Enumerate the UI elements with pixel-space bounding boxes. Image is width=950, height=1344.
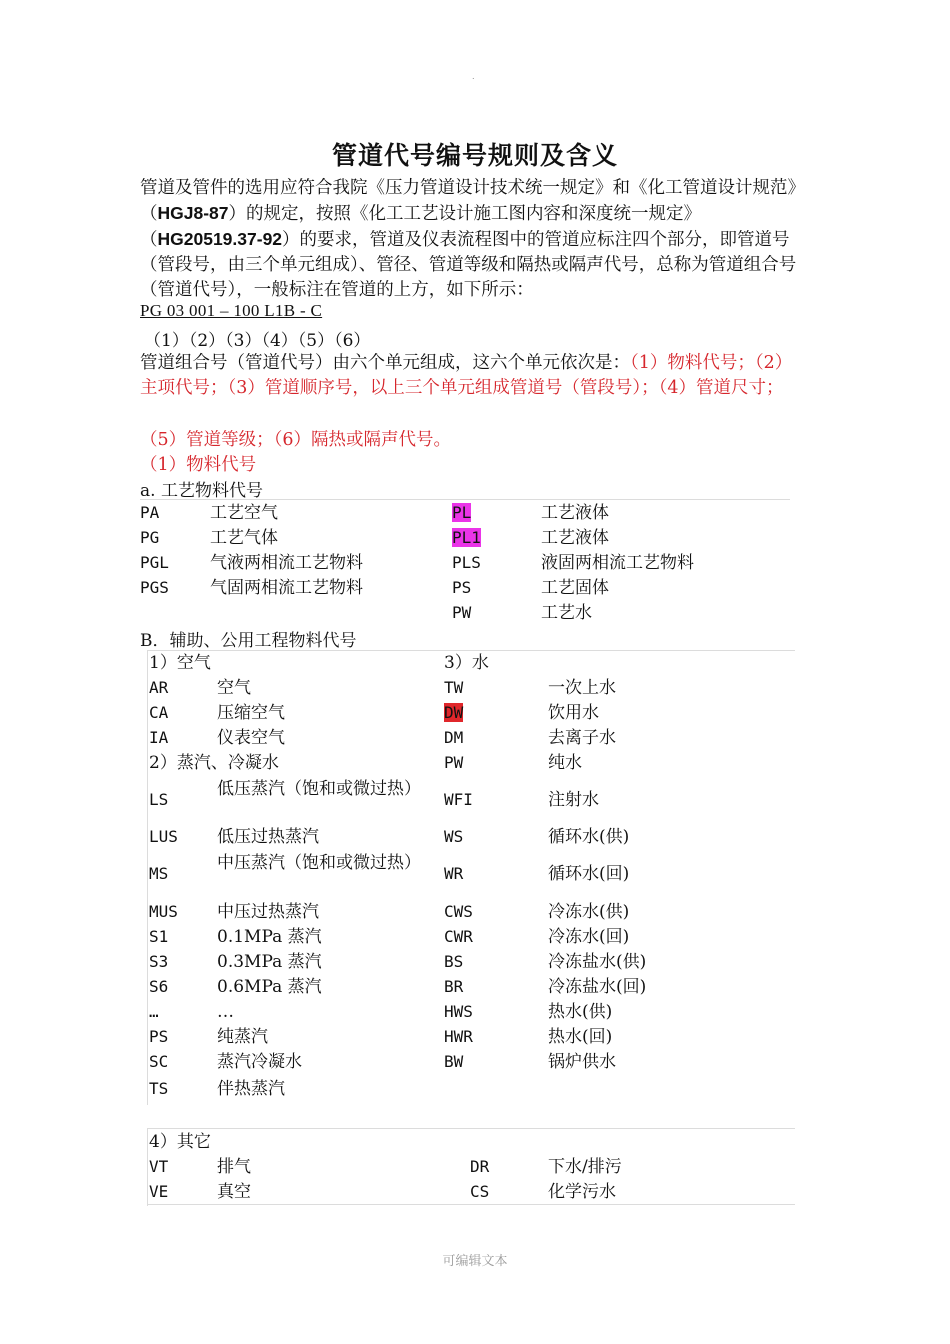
utility-name [217, 851, 421, 875]
utility-code-text: S3 [149, 952, 169, 971]
utility-code-text: MS [149, 864, 169, 883]
utility-name-text: 纯水 [548, 753, 582, 773]
utility-code-text: HWS [444, 1002, 473, 1021]
utility-name-text: 0.3MPa 蒸汽 [217, 952, 322, 972]
utility-code-text: CWS [444, 902, 473, 921]
utility-code [149, 1156, 168, 1178]
utility-name [548, 789, 599, 811]
utility-name [548, 727, 616, 749]
material-code [140, 552, 169, 574]
utility-name-text: 冷冻水(供) [548, 902, 630, 922]
utility-name-text: 中压过热蒸汽 [217, 902, 319, 922]
utility-code-text: TW [444, 678, 464, 697]
material-name-text: 液固两相流工艺物料 [541, 553, 694, 573]
utility-name [217, 702, 285, 724]
utility-code [470, 1181, 489, 1203]
material-code [452, 552, 481, 574]
utility-name [217, 1078, 285, 1100]
material-code-text: PA [140, 503, 160, 522]
utility-name [548, 976, 646, 998]
utility-name-text: 伴热蒸汽 [217, 1079, 285, 1099]
utility-code-text: IA [149, 728, 169, 747]
utility-code [149, 1078, 168, 1100]
utility-code-text: VT [149, 1157, 169, 1176]
group-title-steam [149, 752, 279, 774]
utility-code [444, 752, 463, 774]
utility-code [149, 789, 168, 811]
utility-name-text: 低压蒸汽（饱和或微过热） [217, 779, 421, 799]
material-code-heading: （1）物料代号 [140, 455, 257, 475]
table-c-bottom-border [147, 1204, 795, 1205]
utility-code-text: DR [470, 1157, 490, 1176]
utility-code-text: WR [444, 864, 464, 883]
material-name [210, 527, 278, 549]
utility-name-text: 去离子水 [548, 728, 616, 748]
utility-code-text: DW [444, 703, 464, 722]
utility-code-text: DM [444, 728, 464, 747]
utility-code [149, 951, 168, 973]
utility-code-text: VE [149, 1182, 169, 1201]
utility-code-text: WS [444, 827, 464, 846]
utility-name-text: 锅炉供水 [548, 1052, 616, 1072]
utility-name-text: 冷冻盐水(回) [548, 977, 647, 997]
material-name [541, 577, 609, 599]
group-title-other-text: 4）其它 [149, 1132, 211, 1152]
material-name-text: 工艺水 [541, 603, 592, 623]
material-code-text: PL1 [452, 528, 481, 547]
utility-name [217, 901, 319, 923]
utility-name [548, 951, 646, 973]
utility-code-text: S6 [149, 977, 169, 996]
standard-code-1: HGJ8-87 [157, 203, 229, 223]
utility-code [149, 901, 178, 923]
table-b-top-border [147, 650, 795, 651]
utility-code [444, 789, 473, 811]
utility-name [548, 1051, 616, 1073]
group-title-steam-text: 2）蒸汽、冷凝水 [149, 753, 279, 773]
units-description-continued: （5）管道等级；（6）隔热或隔声代号。 [140, 430, 452, 450]
utility-code [444, 702, 463, 724]
utility-code-text: LS [149, 790, 169, 809]
header-mark: . [472, 72, 475, 81]
utility-name [217, 727, 285, 749]
intro-text-2: ）的规定，按照《化工工艺设计施工图内容和深度统一规定》（ [140, 204, 702, 250]
material-name-text: 工艺液体 [541, 503, 609, 523]
group-title-water [444, 652, 489, 674]
utility-name [217, 1156, 251, 1178]
utility-code-text: … [149, 1002, 159, 1021]
utility-code [444, 926, 473, 948]
material-name [541, 602, 592, 624]
utility-code [444, 1026, 473, 1048]
utility-code [149, 1181, 168, 1203]
material-name-text: 气固两相流工艺物料 [210, 578, 363, 598]
utility-code-text: CS [470, 1182, 490, 1201]
utility-code [444, 951, 463, 973]
utility-name-text: 冷冻水(回) [548, 927, 630, 947]
utility-code [444, 677, 463, 699]
utility-name-text: 空气 [217, 678, 251, 698]
material-name-text: 工艺液体 [541, 528, 609, 548]
material-code-text: PW [452, 603, 472, 622]
utility-name-text: 仪表空气 [217, 728, 285, 748]
utility-name-text: 中压蒸汽（饱和或微过热） [217, 853, 421, 873]
utility-code [444, 826, 463, 848]
material-name [210, 552, 363, 574]
intro-paragraph [140, 176, 800, 303]
utility-name [548, 926, 629, 948]
utility-name [548, 752, 582, 774]
example-pipe-code: PG 03 001 – 100 L1B - C [140, 301, 323, 320]
utility-code [444, 727, 463, 749]
page-title: 管道代号编号规则及含义 [331, 141, 618, 170]
utility-name-text: 压缩空气 [217, 703, 285, 723]
utility-name [548, 1156, 622, 1178]
utility-code-text: AR [149, 678, 169, 697]
material-code-text: PS [452, 578, 472, 597]
utility-name-text: 化学污水 [548, 1182, 616, 1202]
utility-name [548, 863, 629, 885]
material-code [140, 502, 159, 524]
utility-name-text: 排气 [217, 1157, 251, 1177]
units-description [140, 351, 805, 401]
utility-code [149, 677, 168, 699]
utility-name [548, 677, 616, 699]
material-code-text: PL [452, 503, 472, 522]
utility-code-text: HWR [444, 1027, 473, 1046]
material-name-text: 工艺气体 [210, 528, 278, 548]
units-description-intro: 管道组合号（管道代号）由六个单元组成，这六个单元依次是： [140, 353, 630, 373]
utility-name-text: 注射水 [548, 790, 599, 810]
utility-code [470, 1156, 489, 1178]
utility-name-text: 0.6MPa 蒸汽 [217, 977, 322, 997]
material-code [140, 527, 159, 549]
group-title-air-text: 1）空气 [149, 653, 211, 673]
utility-code [149, 926, 168, 948]
utility-name [217, 826, 319, 848]
utility-name [217, 1051, 302, 1073]
footer-note: 可编辑文本 [442, 1254, 508, 1269]
utility-name-text: 0.1MPa 蒸汽 [217, 927, 322, 947]
utility-name [217, 777, 421, 801]
utility-name-text: 冷冻盐水(供) [548, 952, 647, 972]
utility-name [548, 826, 629, 848]
material-code-text: PGL [140, 553, 169, 572]
utility-code [149, 1026, 168, 1048]
utility-material-heading: B．辅助、公用工程物料代号 [140, 631, 357, 651]
material-code [452, 577, 471, 599]
utility-code-text: PW [444, 753, 464, 772]
utility-code [444, 1001, 473, 1023]
table-b-left-border [147, 650, 148, 1105]
material-name [210, 577, 363, 599]
material-name [541, 552, 694, 574]
utility-name [548, 1181, 616, 1203]
utility-name [217, 1026, 268, 1048]
utility-code-text: WFI [444, 790, 473, 809]
utility-code-text: TS [149, 1079, 169, 1098]
utility-code [444, 1051, 463, 1073]
utility-code-text: CWR [444, 927, 473, 946]
material-code [452, 602, 471, 624]
utility-code-text: CA [149, 703, 169, 722]
material-code [452, 527, 481, 549]
utility-code [444, 976, 463, 998]
material-code-text: PG [140, 528, 160, 547]
utility-code [149, 976, 168, 998]
utility-code [149, 826, 178, 848]
utility-name-text: 热水(供) [548, 1002, 613, 1022]
utility-name-text: 循环水(回) [548, 864, 630, 884]
utility-code [149, 1051, 168, 1073]
utility-code-text: PS [149, 1027, 169, 1046]
utility-name-text: 热水(回) [548, 1027, 613, 1047]
utility-name-text: 纯蒸汽 [217, 1027, 268, 1047]
intro-text-3: ）的要求，管道及仪表流程图中的管道应标注四个部分，即管道号（管段号，由三个单元组成）、管径、管道等级和隔热或隔声代号，总称为管道组合号（管道代号），一般标注在管道的上方，如下所示： [140, 230, 797, 300]
material-name [210, 502, 278, 524]
intro-text-1: 管道及管件的选用应符合我院《压力管道设计技术统一规定》和《化工管道设计规范》（ [140, 178, 797, 224]
utility-code-text: SC [149, 1052, 169, 1071]
utility-name-text: 一次上水 [548, 678, 616, 698]
utility-name-text: … [217, 1002, 234, 1022]
table-a-top-border [140, 499, 790, 500]
material-name-text: 气液两相流工艺物料 [210, 553, 363, 573]
material-name-text: 工艺固体 [541, 578, 609, 598]
material-name-text: 工艺空气 [210, 503, 278, 523]
utility-name-text: 饮用水 [548, 703, 599, 723]
utility-name [217, 926, 322, 948]
utility-name [217, 677, 251, 699]
group-title-air [149, 652, 211, 674]
utility-code-text: S1 [149, 927, 169, 946]
utility-code [444, 863, 463, 885]
material-name [541, 527, 609, 549]
utility-name [217, 1001, 234, 1023]
utility-name [548, 702, 599, 724]
unit-numbers: （1）（2）（3）（4）（5）（6） [144, 331, 371, 351]
utility-name [548, 1026, 612, 1048]
material-code-text: PGS [140, 578, 169, 597]
utility-name [548, 901, 629, 923]
utility-code [444, 901, 473, 923]
group-title-water-text: 3）水 [444, 653, 489, 673]
group-title-other [149, 1131, 211, 1153]
utility-code [149, 727, 168, 749]
units-description-list: （1）物料代号；（2）主项代号；（3）管道顺序号，以上三个单元组成管道号（管段号）；（4）管道尺寸； [140, 353, 793, 398]
utility-name-text: 循环水(供) [548, 827, 630, 847]
process-material-heading: a. 工艺物料代号 [140, 481, 263, 501]
utility-name [217, 951, 322, 973]
utility-name-text: 真空 [217, 1182, 251, 1202]
utility-name-text: 蒸汽冷凝水 [217, 1052, 302, 1072]
utility-code-text: LUS [149, 827, 178, 846]
utility-name [217, 1181, 251, 1203]
utility-name [548, 1001, 612, 1023]
standard-code-2: HG20519.37-92 [157, 229, 283, 249]
utility-code-text: BS [444, 952, 464, 971]
utility-code-text: MUS [149, 902, 178, 921]
material-code-text: PLS [452, 553, 481, 572]
utility-code [149, 863, 168, 885]
utility-name-text: 下水/排污 [548, 1157, 622, 1177]
utility-name-text: 低压过热蒸汽 [217, 827, 319, 847]
utility-code-text: BW [444, 1052, 464, 1071]
utility-code [149, 1001, 159, 1023]
utility-code-text: BR [444, 977, 464, 996]
utility-code [149, 702, 168, 724]
utility-name [217, 976, 322, 998]
table-c-top-border [147, 1128, 795, 1129]
material-code [452, 502, 471, 524]
material-code [140, 577, 169, 599]
table-c-left-border [147, 1128, 148, 1206]
material-name [541, 502, 609, 524]
